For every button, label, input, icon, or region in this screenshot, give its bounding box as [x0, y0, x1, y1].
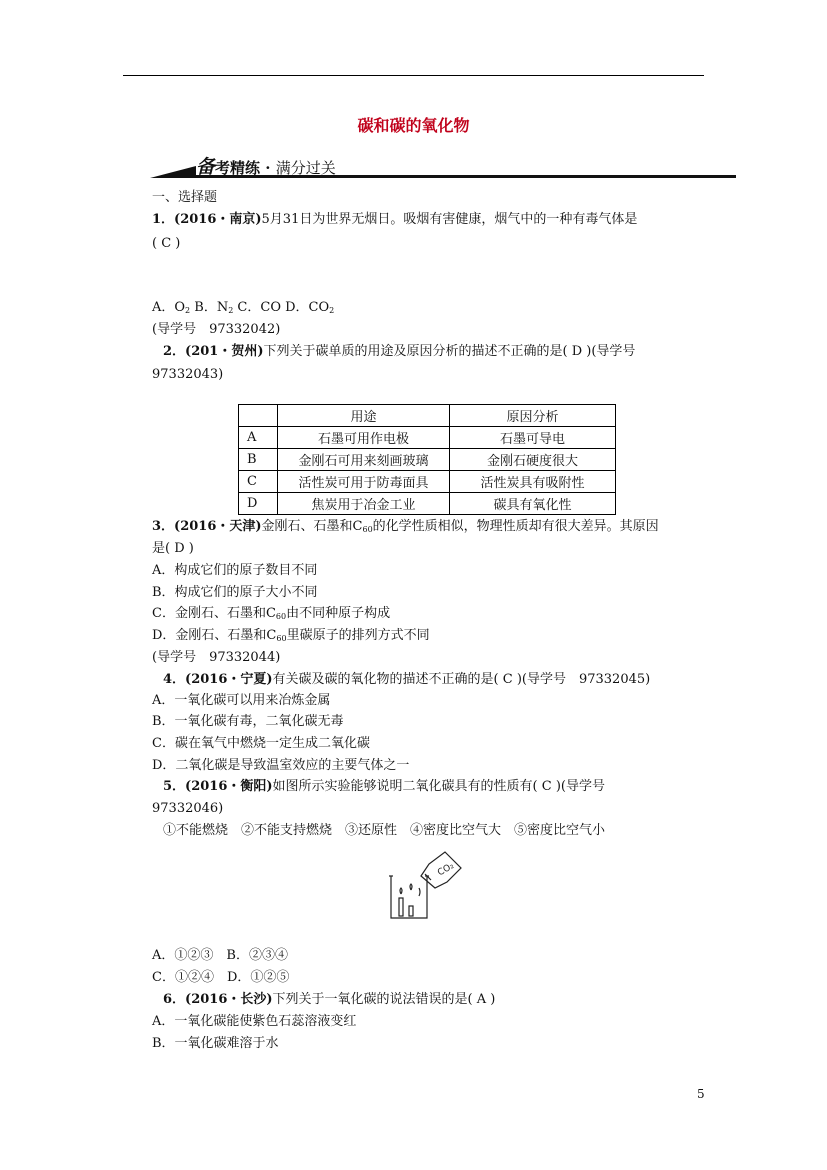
part-heading: 一、选择题 [152, 190, 218, 205]
table-header-row [239, 405, 616, 427]
table-cell: 金刚石可用来刻画玻璃 [278, 449, 450, 471]
q1-text: 5月31日为世界无烟日。吸烟有害健康，烟气中的一种有毒气体是 [261, 212, 638, 227]
table-cell: 石墨可用作电极 [278, 427, 450, 449]
page-number: 5 [697, 1087, 705, 1101]
table-cell: 碳具有氧化性 [450, 493, 616, 515]
q3-option-d-sub: 60 [276, 634, 287, 643]
co2-beaker-figure [385, 846, 465, 926]
table-row [239, 427, 616, 449]
question-1 [152, 212, 637, 228]
q5-text: 如图所示实验能够说明二氧化碳具有的性质有( C )(导学号 [272, 779, 605, 794]
page-title: 碳和碳的氧化物 [357, 116, 470, 135]
table-cell: B [239, 449, 278, 471]
table-cell: D [239, 493, 278, 515]
table-header-cell [239, 405, 278, 427]
q5-source: (2016・衡阳) [185, 779, 273, 794]
q6-number: 6． [163, 992, 186, 1007]
q1-options [152, 300, 334, 316]
q3-option-b: B．构成它们的原子大小不同 [152, 585, 318, 600]
q3-option-a: A．构成它们的原子数目不同 [152, 563, 318, 578]
q3-text-b: 的化学性质相似，物理性质却有很大差异。其原因 [372, 519, 659, 534]
table-header-cell: 原因分析 [450, 405, 616, 427]
table-cell: 活性炭可用于防毒面具 [278, 471, 450, 493]
q3-source: (2016・天津) [174, 519, 262, 534]
q3-option-d-a: D．金刚石、石墨和C [152, 628, 277, 643]
q6-source: (2016・长沙) [185, 992, 273, 1007]
q2-number: 2． [163, 344, 186, 359]
q5-guide: 97332046) [152, 801, 224, 816]
table-cell: C [239, 471, 278, 493]
q3-option-c-sub: 60 [275, 612, 287, 621]
header-rest: 考精练 [215, 159, 261, 177]
q3-sub60: 60 [362, 525, 373, 534]
q3-option-d [152, 628, 430, 644]
q5-options-ab: A．①②③ B．②③④ [152, 948, 288, 963]
q1-opt-a: A．O [152, 300, 186, 315]
q4-number: 4． [163, 672, 186, 687]
table-row [239, 493, 616, 515]
q1-opt-d-sub: 2 [329, 306, 335, 315]
table-header-cell: 用途 [278, 405, 450, 427]
table-cell: 金刚石硬度很大 [450, 449, 616, 471]
q2-text: 下列关于碳单质的用途及原因分析的描述不正确的是( D )(导学号 [263, 344, 636, 359]
q4-option-c: C．碳在氧气中燃烧一定生成二氧化碳 [152, 736, 370, 751]
section-header-label [196, 152, 336, 179]
q6-text: 下列关于一氧化碳的说法错误的是( A ) [272, 992, 496, 1007]
q2-guide: 97332043) [152, 367, 224, 382]
q3-text-a: 金刚石、石墨和C [261, 519, 363, 534]
q2-table [238, 404, 616, 515]
header-sub: 满分过关 [275, 159, 336, 177]
q2-source: (201・贺州) [185, 344, 264, 359]
beaker-icon [389, 876, 429, 918]
q5-number: 5． [163, 779, 186, 794]
header-rule [123, 75, 704, 76]
q1-opt-b-sub: 2 [228, 306, 234, 315]
q1-answer: ( C ) [152, 236, 181, 251]
question-6 [163, 992, 495, 1008]
q1-source: (2016・南京) [174, 212, 262, 227]
q4-text: 有关碳及碳的氧化物的描述不正确的是( C )(导学号 97332045) [272, 672, 651, 687]
q4-source: (2016・宁夏) [185, 672, 273, 687]
table-row [239, 471, 616, 493]
q3-option-c-a: C．金刚石、石墨和C [152, 606, 276, 621]
header-dot: · [265, 159, 271, 177]
table-cell: 石墨可导电 [450, 427, 616, 449]
q3-option-d-b: 里碳原子的排列方式不同 [286, 628, 430, 643]
q5-options-cd: C．①②④ D．①②⑤ [152, 970, 290, 985]
q1-number: 1． [152, 212, 175, 227]
question-5 [163, 779, 605, 795]
question-3 [152, 519, 659, 535]
q3-guide: (导学号 97332044) [152, 650, 281, 665]
table-cell: A [239, 427, 278, 449]
question-4 [163, 672, 650, 688]
table-cell: 活性炭具有吸附性 [450, 471, 616, 493]
header-big-char: 备 [196, 156, 216, 178]
figure-label: CO₂ [436, 861, 456, 879]
q6-option-b: B．一氧化碳难溶于水 [152, 1036, 279, 1051]
q3-option-c-b: 由不同种原子构成 [286, 606, 391, 621]
q1-opt-cd: C．CO D．CO [233, 300, 330, 315]
q4-option-a: A．一氧化碳可以用来冶炼金属 [152, 693, 331, 708]
q6-option-a: A．一氧化碳能使紫色石蕊溶液变红 [152, 1014, 357, 1029]
q4-option-b: B．一氧化碳有毒，二氧化碳无毒 [152, 714, 344, 729]
table-row [239, 449, 616, 471]
q3-answer: 是( D ) [152, 541, 194, 556]
q1-guide: (导学号 97332042) [152, 322, 281, 337]
q1-opt-b: B．N [190, 300, 229, 315]
q3-number: 3． [152, 519, 175, 534]
section-header [150, 150, 736, 180]
q3-option-c [152, 606, 390, 622]
q1-opt-a-sub: 2 [185, 306, 191, 315]
q4-option-d: D．二氧化碳是导致温室效应的主要气体之一 [152, 758, 410, 773]
question-2 [163, 344, 635, 360]
table-cell: 焦炭用于冶金工业 [278, 493, 450, 515]
q5-choices: ①不能燃烧 ②不能支持燃烧 ③还原性 ④密度比空气大 ⑤密度比空气小 [163, 823, 606, 838]
